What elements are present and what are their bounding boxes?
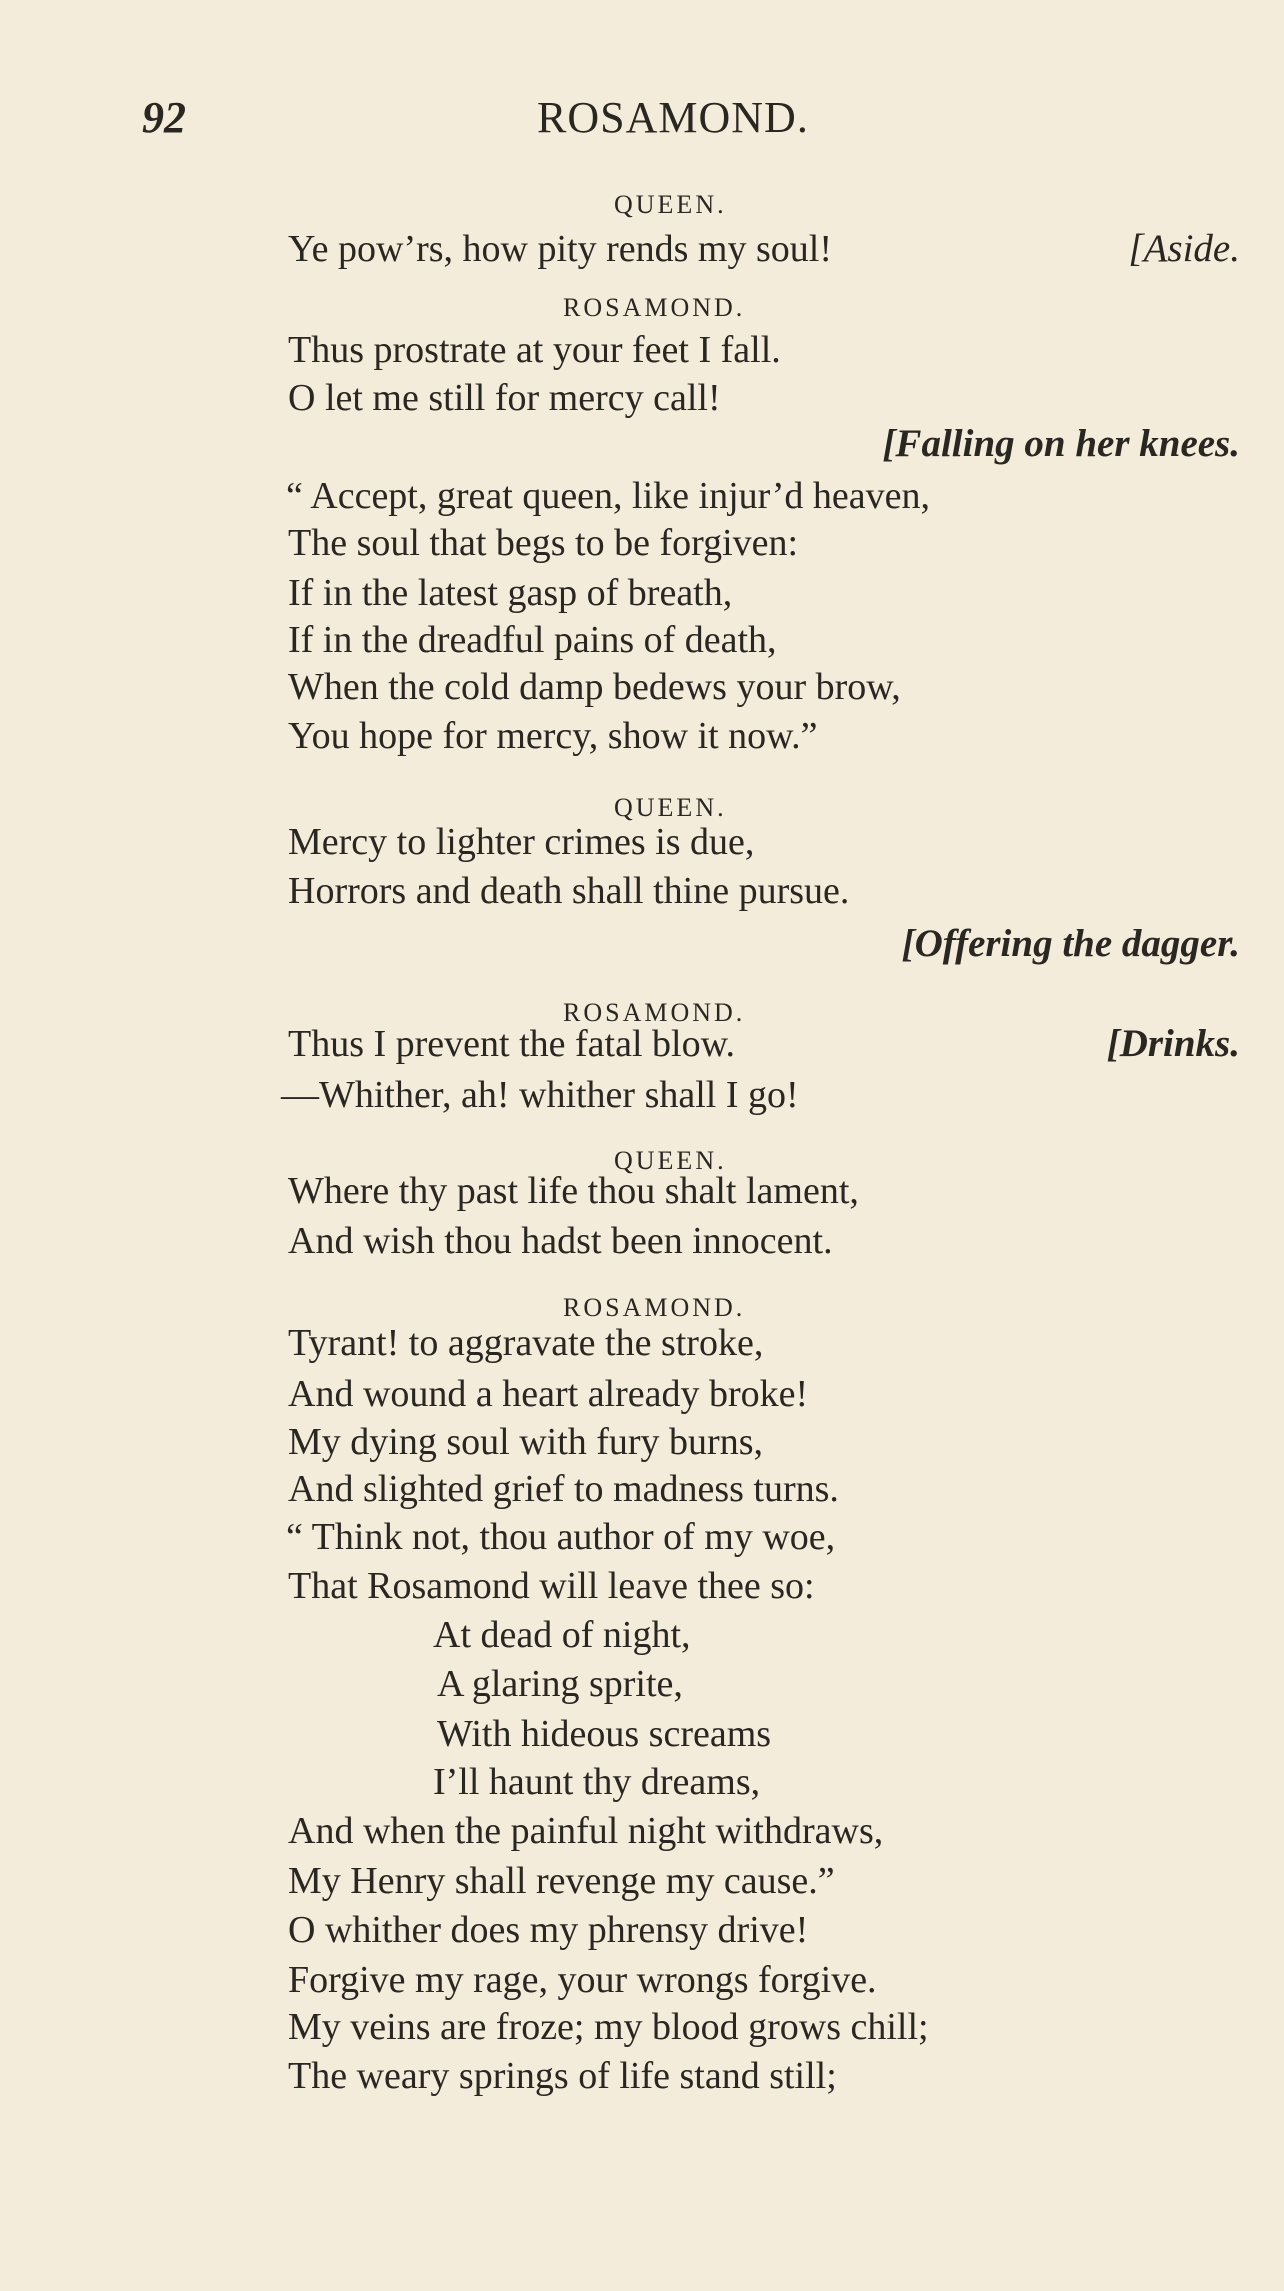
speaker-name: QUEEN. bbox=[614, 190, 727, 219]
verse-line: O let me still for mercy call! bbox=[288, 377, 721, 419]
verse-line: The soul that begs to be forgiven: bbox=[288, 522, 799, 564]
speaker-name: QUEEN. bbox=[614, 793, 727, 822]
verse-line: You hope for mercy, show it now.” bbox=[288, 715, 818, 757]
verse-line: That Rosamond will leave thee so: bbox=[288, 1565, 815, 1607]
verse-line: Tyrant! to aggravate the stroke, bbox=[288, 1322, 764, 1364]
verse-line: Where thy past life thou shalt lament, bbox=[288, 1170, 859, 1212]
verse-line: Horrors and death shall thine pursue. bbox=[288, 870, 850, 912]
verse-line: I’ll haunt thy dreams, bbox=[433, 1761, 761, 1803]
verse-line: My Henry shall revenge my cause.” bbox=[288, 1860, 835, 1902]
running-title: ROSAMOND. bbox=[537, 93, 809, 142]
verse-line: The weary springs of life stand still; bbox=[288, 2055, 837, 2097]
speaker-name: ROSAMOND. bbox=[563, 293, 746, 322]
verse-line: “ Accept, great queen, like injur’d heaven, bbox=[286, 475, 930, 517]
speaker-name: ROSAMOND. bbox=[563, 1293, 746, 1322]
verse-line: A glaring sprite, bbox=[437, 1663, 683, 1705]
verse-line: And when the painful night withdraws, bbox=[288, 1810, 884, 1852]
verse-line: And wish thou hadst been innocent. bbox=[288, 1220, 833, 1262]
verse-line: O whither does my phrensy drive! bbox=[288, 1909, 809, 1951]
speaker-name: QUEEN. bbox=[614, 1146, 727, 1175]
verse-line: “ Think not, thou author of my woe, bbox=[286, 1516, 836, 1558]
stage-direction: [Drinks. bbox=[1106, 1022, 1240, 1065]
verse-line: And wound a heart already broke! bbox=[288, 1373, 809, 1415]
verse-line: My veins are froze; my blood grows chill; bbox=[288, 2006, 929, 2048]
verse-line: When the cold damp bedews your brow, bbox=[288, 666, 901, 708]
page-number: 92 bbox=[142, 93, 186, 142]
speaker-name: ROSAMOND. bbox=[563, 998, 746, 1027]
verse-line: With hideous screams bbox=[437, 1713, 772, 1755]
stage-direction: [Aside. bbox=[1128, 227, 1240, 270]
verse-line: If in the dreadful pains of death, bbox=[288, 619, 777, 661]
stage-direction: [Offering the dagger. bbox=[901, 922, 1240, 965]
stage-direction: [Falling on her knees. bbox=[882, 422, 1240, 465]
verse-line: —Whither, ah! whither shall I go! bbox=[281, 1074, 799, 1116]
verse-line: Forgive my rage, your wrongs forgive. bbox=[288, 1959, 877, 2001]
verse-line: My dying soul with fury burns, bbox=[288, 1421, 763, 1463]
verse-line: Thus I prevent the fatal blow. bbox=[288, 1023, 736, 1065]
verse-line: Mercy to lighter crimes is due, bbox=[288, 821, 755, 863]
verse-line: If in the latest gasp of breath, bbox=[288, 572, 733, 614]
verse-line: Thus prostrate at your feet I fall. bbox=[288, 329, 781, 371]
verse-line: Ye pow’rs, how pity rends my soul! bbox=[288, 228, 832, 270]
verse-line: At dead of night, bbox=[433, 1614, 691, 1656]
verse-line: And slighted grief to madness turns. bbox=[288, 1468, 839, 1510]
